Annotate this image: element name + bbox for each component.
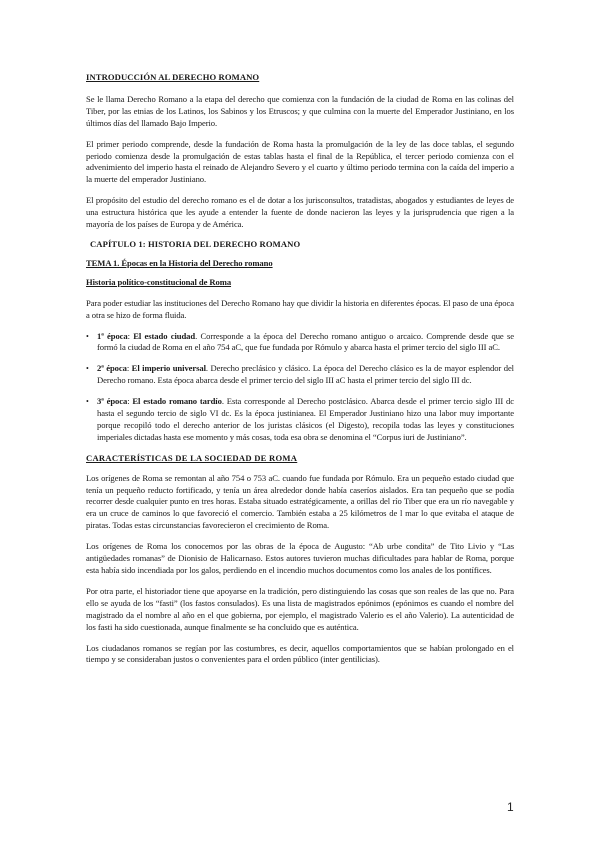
society-paragraph-1: Los orígenes de Roma se remontan al año 754 o 753 aC. cuando fue fundada por Rómulo. Era un pequeño estado ciudad que tenía un pequeño reducto fortificado, y tenía un área alrededor donde había caseríos aislados. Era tan pequeño que se podía recorrer desde cualquier punto en tres horas. Estaba situado estratégicamente, a orillas del río Tiber que era un río navegable y era un cruce de caminos lo que favoreció el comercio. También estaba a 25 kilómetros de l mar lo que evitaba el ataque de piratas. Todas estas circunstancias favorecieron el crecimiento de Roma. [86,472,514,531]
bullet-icon: • [86,331,89,341]
epoch-text: . Esta corresponde al Derecho postclásico. Abarca desde el primer tercio siglo III dc hasta el segundo tercio de siglo VI dc. Es la época justinianea. El Emperador Justiniano hizo una labor muy importante porque recopiló todo el derecho anterior de los juristas clásicos (el Digesto), recopila todas las leyes y constituciones imperiales dictadas hasta ese momento y más cosas, toda esa obra se denomina el “Corpus iuri de Justiniano”. [97,396,514,442]
epoch-item: • 2ª época: El imperio universal. Derecho preclásico y clásico. La época del Derecho clásico es la de mayor esplendor del Derecho romano. Esta época abarca desde el primer tercio del siglo III aC hasta el primer tercio del siglo III dc. [86,363,514,386]
epoch-name: El estado ciudad [133,330,196,341]
tema-title: TEMA 1. Épocas en la Historia del Derecho romano [86,257,273,268]
bullet-icon: • [86,364,89,374]
society-title: CARACTERÍSTICAS DE LA SOCIEDAD DE ROMA [86,452,298,463]
society-paragraph-2: Los orígenes de Roma los conocemos por las obras de la época de Augusto: “Ab urbe condita” de Tito Livio y “Las antigüedades romanas” de Dionisio de Halicarnaso. Estos autores tuvieron muchas dificultades para hablar de Roma, porque esta había sido incendiada por los galos, perdiendo en el incendio muchos documentos como los anales de los pontífices. [86,541,514,575]
intro-paragraph-3: El propósito del estudio del derecho romano es el de dotar a los jurisconsultos, tratadistas, abogados y estudiantes de leyes de una estructura histórica que les ayude a entender la fuente de donde nacieron las leyes y la jurisprudencia que rigen a la mayoría de los países de Europa y de América. [86,195,514,230]
epoch-text: . Derecho preclásico y clásico. La época del Derecho clásico es la de mayor esplendor del Derecho romano. Esta época abarca desde el primer tercio del siglo III aC hasta el primer tercio del siglo III dc. [97,363,514,386]
epoch-number: 1ª época [97,330,128,341]
society-paragraph-3: Por otra parte, el historiador tiene que apoyarse en la tradición, pero distinguiendo las cosas que son reales de las que no. Para ello se ayuda de los “fasti” (los fastos consulados). Es una lista de magistrados epónimos (epónimos es cuando el nombre del magistrado da el nombre al año en el que gobierna, por ejemplo, el magistrado Valerio es el año Valerio). La autenticidad de los fasti ha sido cuestionada, aunque finalmente se ha concluido que es auténtica. [86,585,514,632]
epoch-text: . Corresponde a la época del Derecho romano antiguo o arcaico. Comprende desde que se formó la ciudad de Roma en el año 754 aC, que fue fundada por Rómulo y abarca hasta el primer tercio del siglo III aC. [97,330,514,353]
epoch-item: • 1ª época: El estado ciudad. Corresponde a la época del Derecho romano antiguo o arcaico. Comprende desde que se formó la ciudad de Roma en el año 754 aC, que fue fundada por Rómulo y abarca hasta el primer tercio del siglo III aC. [86,330,514,353]
document-page [86,72,514,675]
epoch-number: 3ª época [97,396,128,407]
epoch-name: El estado romano tardío [132,396,222,407]
chapter-title: CAPÍTULO 1: HISTORIA DEL DERECHO ROMANO [90,238,301,249]
section-intro-paragraph: Para poder estudiar las instituciones del Derecho Romano hay que dividir la historia en diferentes épocas. El paso de una época a otra se hizo de forma fluida. [86,297,514,320]
section-title: Historia político-constitucional de Roma [86,276,232,287]
epochs-list [86,331,514,444]
intro-paragraph-1: Se le llama Derecho Romano a la etapa del derecho que comienza con la fundación de la ciudad de Roma en las colinas del Tiber, por las etnias de los Latinos, los Sabinos y los Etruscos; y que culmina con la muerte del Emperador Justiniano, en los últimos días del llamado Bajo Imperio. [86,93,514,128]
epoch-number: 2ª época [97,363,127,374]
page-number: 1 [507,800,514,814]
bullet-icon: • [86,397,89,407]
epoch-item: • 3ª época: El estado romano tardío. Esta corresponde al Derecho postclásico. Abarca desde el primer tercio siglo III dc hasta el segundo tercio de siglo VI dc. Es la época justinianea. El Emperador Justiniano hizo una labor muy importante porque recopiló todo el derecho anterior de los juristas clásicos (el Digesto), recopila todas las leyes y constituciones imperiales dictadas hasta ese momento y más cosas, toda esa obra se denomina el “Corpus iuri de Justiniano”. [86,396,514,442]
intro-paragraph-2: El primer periodo comprende, desde la fundación de Roma hasta la promulgación de la ley de las doce tablas, el segundo periodo comienza desde la promulgación de estas tablas hasta el final de la República, el tercer periodo comienza con el advenimiento del imperio hasta el reinado de Alejandro Severo y el cuarto y último periodo termina con la caída del imperio a la muerte del emperador Justiniano. [86,138,514,185]
document-title: INTRODUCCIÓN AL DERECHO ROMANO [86,72,260,82]
society-paragraph-4: Los ciudadanos romanos se regían por las costumbres, es decir, aquellos comportamientos que se habían prolongado en el tiempo y se consideraban justos o convenientes para el orden público (inter gentilicias). [86,642,514,665]
epoch-name: El imperio universal [131,363,206,374]
